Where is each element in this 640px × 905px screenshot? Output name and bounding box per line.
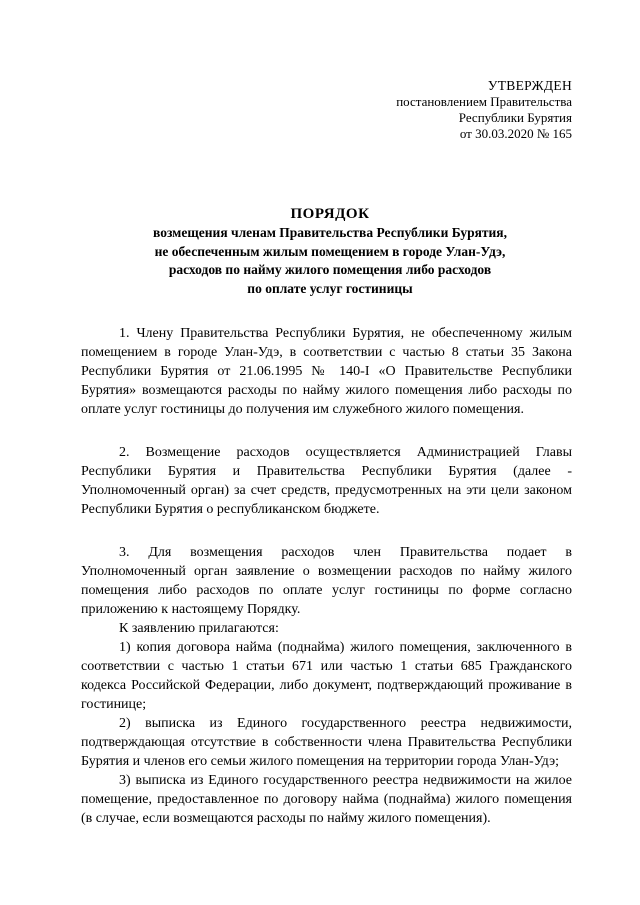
document-body (81, 324, 572, 828)
approval-stamp (396, 78, 572, 142)
document-subtitle-line: не обеспеченным жилым помещением в городе Улан-Удэ, (154, 243, 506, 259)
document-title: ПОРЯДОК (290, 206, 370, 222)
attachment-item-3: 3) выписка из Единого государственного реестра недвижимости на жилое помещение, предоставленное по договору найма (поднайма) жилого помещения (в случае, если возмещаются расходы по найму жилого помещения). (81, 773, 572, 826)
attachments-intro: К заявлению прилагаются: (119, 621, 279, 636)
paragraph-1: 1. Члену Правительства Республики Бурятия, не обеспеченному жилым помещением в городе Улан-Удэ, в соответствии с частью 8 статьи 35 Закона Республики Бурятия от 21.06.1995 № 140-I «О Правительстве Республики Бурятия» возмещаются расходы по найму жилого помещения либо расходы по оплате услуг гостиницы до получения им служебного жилого помещения. (81, 326, 572, 417)
approval-line: постановлением Правительства (396, 94, 572, 109)
document-subtitle-line: возмещения членам Правительства Республики Бурятия, (153, 225, 507, 240)
paragraph-2: 2. Возмещение расходов осуществляется Администрацией Главы Республики Бурятия и Правительства Республики Бурятия (далее - Уполномоченный орган) за счет средств, предусмотренных на эти цели законом Республики Бурятия о республиканском бюджете. (81, 445, 572, 517)
document-subtitle-line: расходов по найму жилого помещения либо расходов (168, 262, 492, 277)
approval-heading: УТВЕРЖДЕН (487, 78, 572, 93)
document-title-block (60, 205, 600, 298)
approval-date-number: от 30.03.2020 № 165 (459, 126, 572, 141)
paragraph-3: 3. Для возмещения расходов член Правительства подает в Уполномоченный орган заявление о возмещении расходов по найму жилого помещения либо расходов по оплате услуг гостиницы по форме согласно приложению к настоящему Порядку. (81, 545, 572, 617)
approval-line: Республики Бурятия (458, 110, 572, 125)
attachment-item-1: 1) копия договора найма (поднайма) жилого помещения, заключенного в соответствии с частью 1 статьи 671 или частью 1 статьи 685 Гражданского кодекса Российской Федерации, либо документ, подтверждающий проживание в гостинице; (81, 640, 572, 712)
attachment-item-2: 2) выписка из Единого государственного реестра недвижимости, подтверждающая отсутствие в собственности члена Правительства Республики Бурятия и членов его семьи жилого помещения на территории города Улан-Удэ; (81, 716, 572, 769)
document-subtitle-line: по оплате услуг гостиницы (247, 280, 413, 296)
